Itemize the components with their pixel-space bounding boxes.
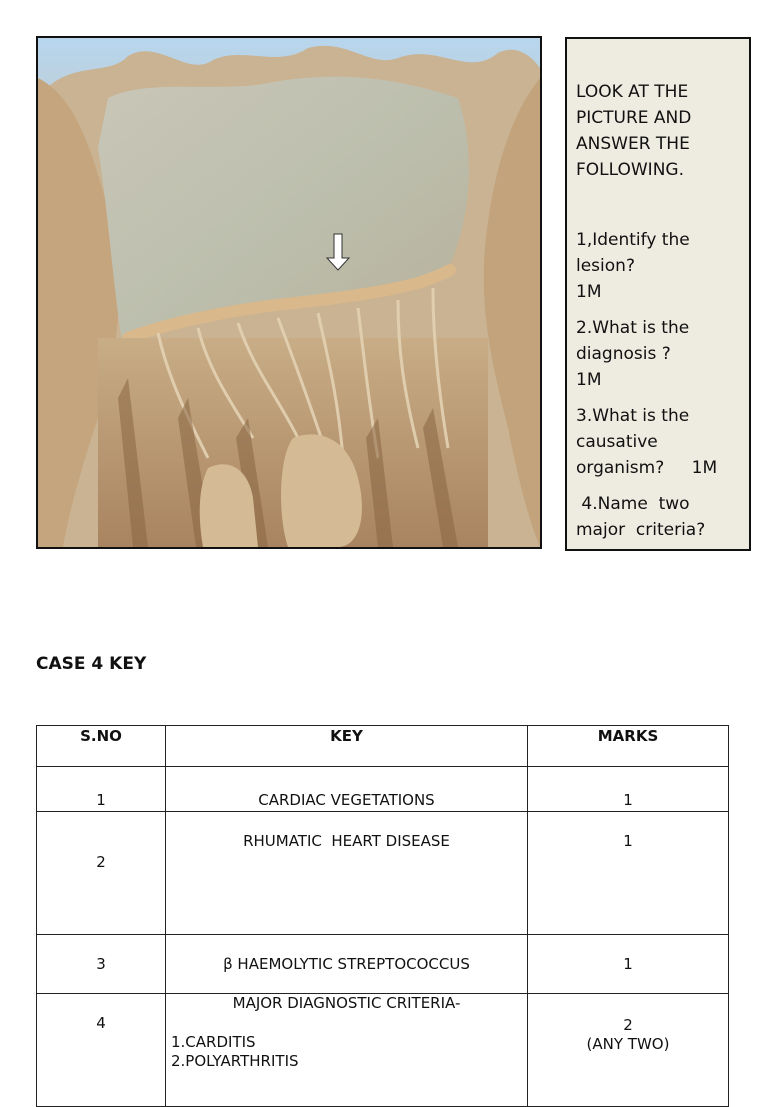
question-text: 2.What is the diagnosis ? (576, 318, 690, 364)
criteria-item: 1.CARDITIS (171, 1033, 256, 1051)
cell-sno: 2 (37, 812, 166, 935)
specimen-photo (36, 36, 542, 549)
question-marks: 1M (691, 458, 718, 478)
cell-sno: 4 (37, 994, 166, 1107)
table-row (37, 767, 729, 812)
cell-sno: 3 (37, 935, 166, 994)
question-box (565, 37, 751, 551)
table-row (37, 994, 729, 1107)
question-marks: 1M (576, 282, 602, 302)
table-row (37, 812, 729, 935)
cell-key (166, 994, 528, 1107)
cell-marks: 1 (528, 767, 729, 812)
marks-note: (ANY TWO) (586, 1035, 670, 1053)
answer-key-table (36, 725, 729, 1107)
question-text: 3.What is the causative organism? (576, 406, 690, 478)
table-header-row (37, 726, 729, 767)
cell-sno: 1 (37, 767, 166, 812)
question-1 (576, 227, 739, 305)
question-marks: 1M (576, 370, 602, 390)
cell-key: β HAEMOLYTIC STREPTOCOCCUS (166, 935, 528, 994)
cell-marks (528, 994, 729, 1107)
question-text: 4.Name two major criteria? (576, 494, 706, 540)
cell-key: CARDIAC VEGETATIONS (166, 767, 528, 812)
question-2 (576, 315, 739, 393)
cell-marks: 1 (528, 812, 729, 935)
question-3 (576, 403, 739, 481)
header-sno: S.NO (37, 726, 166, 767)
header-key: KEY (166, 726, 528, 767)
header-marks: MARKS (528, 726, 729, 767)
heart-specimen-image (38, 38, 540, 547)
case-title: CASE 4 KEY (36, 654, 147, 674)
criteria-item: 2.POLYARTHRITIS (171, 1052, 299, 1070)
table-row (37, 935, 729, 994)
question-4 (576, 491, 739, 543)
cell-marks: 1 (528, 935, 729, 994)
marks-value: 2 (623, 1016, 633, 1034)
cell-key: RHUMATIC HEART DISEASE (166, 812, 528, 935)
question-intro: LOOK AT THE PICTURE AND ANSWER THE FOLLOWING. (576, 82, 692, 180)
criteria-heading: MAJOR DIAGNOSTIC CRITERIA- (232, 994, 461, 1012)
question-text: 1,Identify the lesion? (576, 230, 690, 276)
